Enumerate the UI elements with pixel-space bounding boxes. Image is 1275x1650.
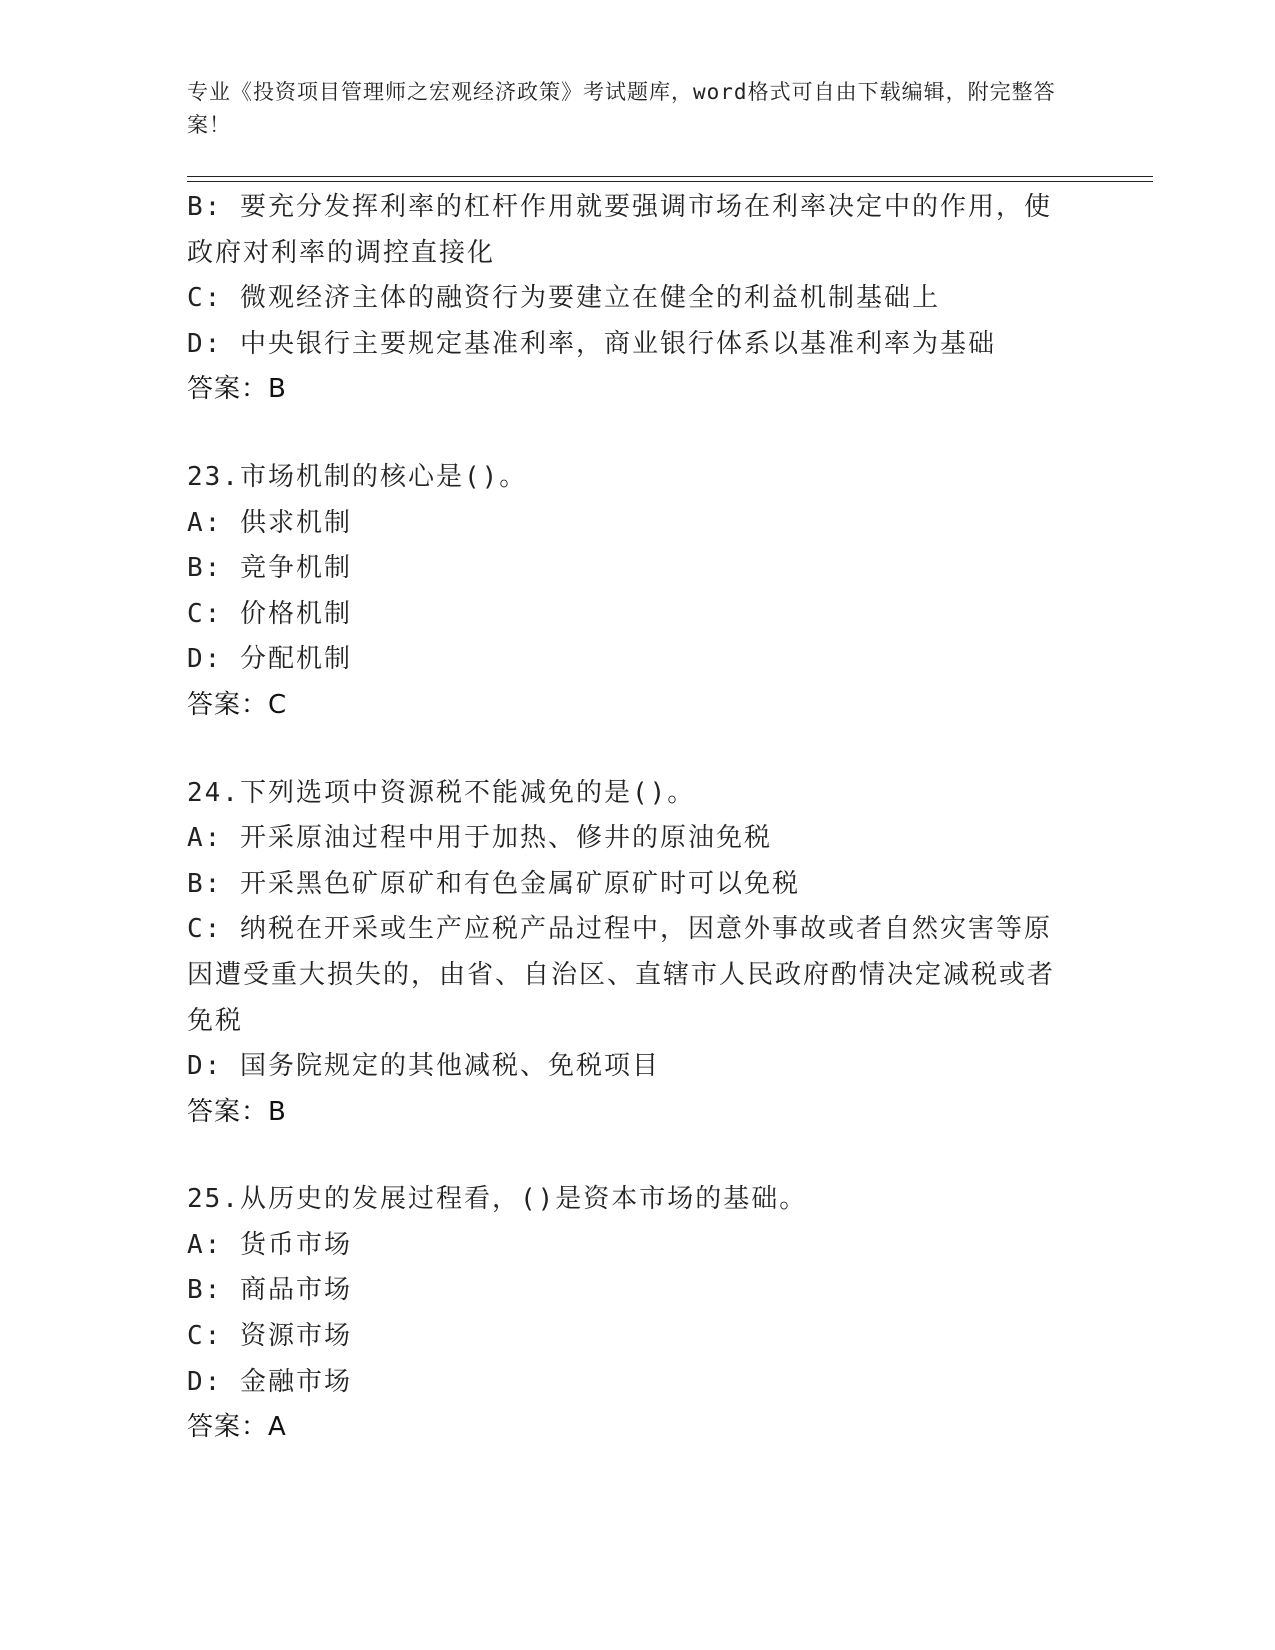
option-b: B: 要充分发挥利率的杠杆作用就要强调市场在利率决定中的作用，使政府对利率的调控直接化 [187, 192, 1052, 268]
option-a: A: 供求机制 [187, 507, 352, 538]
question-24 [187, 771, 1067, 1136]
question-stem: 24.下列选项中资源税不能减免的是()。 [187, 777, 696, 808]
question-25 [187, 1177, 1067, 1451]
option-d: D: 分配机制 [187, 644, 352, 675]
question-22-continued [187, 185, 1067, 413]
question-content [187, 185, 1067, 1451]
header-divider-bottom [187, 181, 1153, 182]
option-d: D: 中央银行主要规定基准利率，商业银行体系以基准利率为基础 [187, 328, 996, 359]
option-b: B: 竞争机制 [187, 553, 352, 584]
option-a: A: 货币市场 [187, 1229, 352, 1260]
document-header: 专业《投资项目管理师之宏观经济政策》考试题库，word格式可自由下载编辑，附完整答案！ [187, 80, 1056, 137]
answer-line: 答案：A [187, 1412, 287, 1443]
option-d: D: 金融市场 [187, 1366, 352, 1397]
question-stem: 25.从历史的发展过程看，()是资本市场的基础。 [187, 1184, 808, 1215]
answer-line: 答案：C [187, 689, 288, 720]
option-b: B: 商品市场 [187, 1275, 352, 1306]
option-c: C: 价格机制 [187, 598, 352, 629]
question-stem: 23.市场机制的核心是()。 [187, 461, 528, 492]
option-c: C: 微观经济主体的融资行为要建立在健全的利益机制基础上 [187, 283, 940, 314]
header-divider-top [187, 176, 1153, 177]
option-b: B: 开采黑色矿原矿和有色金属矿原矿时可以免税 [187, 868, 800, 899]
option-c: C: 资源市场 [187, 1321, 352, 1352]
answer-line: 答案：B [187, 374, 287, 405]
option-d: D: 国务院规定的其他减税、免税项目 [187, 1051, 660, 1082]
answer-line: 答案：B [187, 1096, 287, 1127]
option-c: C: 纳税在开采或生产应税产品过程中，因意外事故或者自然灾害等原因遭受重大损失的，由省、自治区、直辖市人民政府酌情决定减税或者免税 [187, 914, 1056, 1036]
option-a: A: 开采原油过程中用于加热、修井的原油免税 [187, 823, 772, 854]
question-23 [187, 455, 1067, 729]
